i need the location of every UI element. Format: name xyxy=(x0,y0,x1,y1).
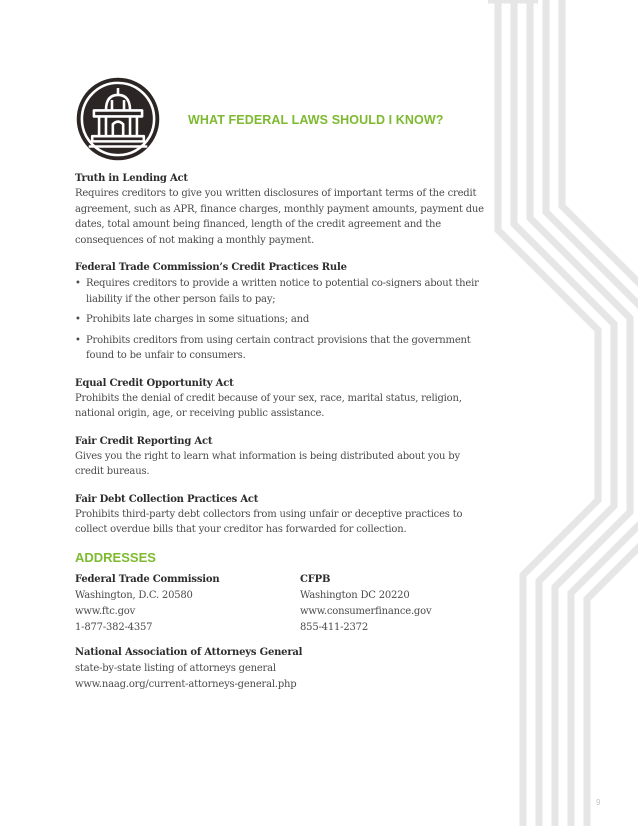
law-description: Prohibits the denial of credit because of your sex, race, marital status, religion, national origin, age, or receiving public assistance. xyxy=(75,392,462,419)
bullet-list xyxy=(75,276,490,364)
law-title: Equal Credit Opportunity Act xyxy=(75,377,234,389)
bullet-item xyxy=(75,333,490,364)
law-fair-debt-collection xyxy=(75,492,490,538)
law-description: Requires creditors to give you written disclosures of important terms of the credit agreement, such as APR, finance charges, monthly payment amounts, payment due dates, total amount being financed, length of the credit agreement and the consequences of not making a monthly payment. xyxy=(75,188,484,246)
address-name: National Association of Attorneys General xyxy=(75,647,303,658)
address-website-link[interactable]: www.consumerfinance.gov xyxy=(300,606,432,617)
bullet-text: Prohibits creditors from using certain contract provisions that the government found to be unfair to consumers. xyxy=(86,334,471,361)
address-phone: 855-411-2372 xyxy=(300,622,368,633)
address-phone: 1-877-382-4357 xyxy=(75,622,153,633)
bullet-item xyxy=(75,312,490,328)
section-heading: WHAT FEDERAL LAWS SHOULD I KNOW? xyxy=(188,113,444,127)
law-description: Prohibits third-party debt collectors from using unfair or deceptive practices to collect overdue bills that your creditor has forwarded for collection. xyxy=(75,508,463,535)
government-building-icon xyxy=(75,76,161,162)
bullet-icon: • xyxy=(75,314,81,325)
bullet-icon: • xyxy=(75,278,81,289)
address-line: Washington DC 20220 xyxy=(300,590,410,601)
law-title: Federal Trade Commission’s Credit Practices Rule xyxy=(75,262,347,273)
address-name: Federal Trade Commission xyxy=(75,574,220,585)
laws-list xyxy=(75,171,490,550)
address-cfpb xyxy=(300,572,431,636)
law-fair-credit-reporting xyxy=(75,434,490,480)
address-name: CFPB xyxy=(300,574,331,585)
law-title: Fair Debt Collection Practices Act xyxy=(75,493,259,505)
bullet-item xyxy=(75,276,490,307)
address-naag xyxy=(75,645,302,693)
page-number: 9 xyxy=(596,798,601,807)
address-website-link[interactable]: www.ftc.gov xyxy=(75,606,136,617)
address-ftc xyxy=(75,572,219,636)
addresses-heading: ADDRESSES xyxy=(75,550,156,565)
law-title: Truth in Lending Act xyxy=(75,173,188,184)
bullet-text: Prohibits late charges in some situations; and xyxy=(86,314,310,325)
law-title: Fair Credit Reporting Act xyxy=(75,435,213,447)
law-truth-in-lending xyxy=(75,171,490,248)
law-description: Gives you the right to learn what information is being distributed about you by credit bureaus. xyxy=(75,450,460,477)
law-ftc-credit-practices xyxy=(75,260,490,364)
address-line: state-by-state listing of attorneys general xyxy=(75,663,276,674)
bullet-text: Requires creditors to provide a written notice to potential co-signers about their liability if the other person fails to pay; xyxy=(86,278,479,305)
address-line: Washington, D.C. 20580 xyxy=(75,590,193,601)
bullet-icon: • xyxy=(75,334,81,346)
law-equal-credit-opportunity xyxy=(75,376,490,422)
address-website-link[interactable]: www.naag.org/current-attorneys-general.php xyxy=(75,679,297,690)
decorative-stripes xyxy=(478,0,638,826)
